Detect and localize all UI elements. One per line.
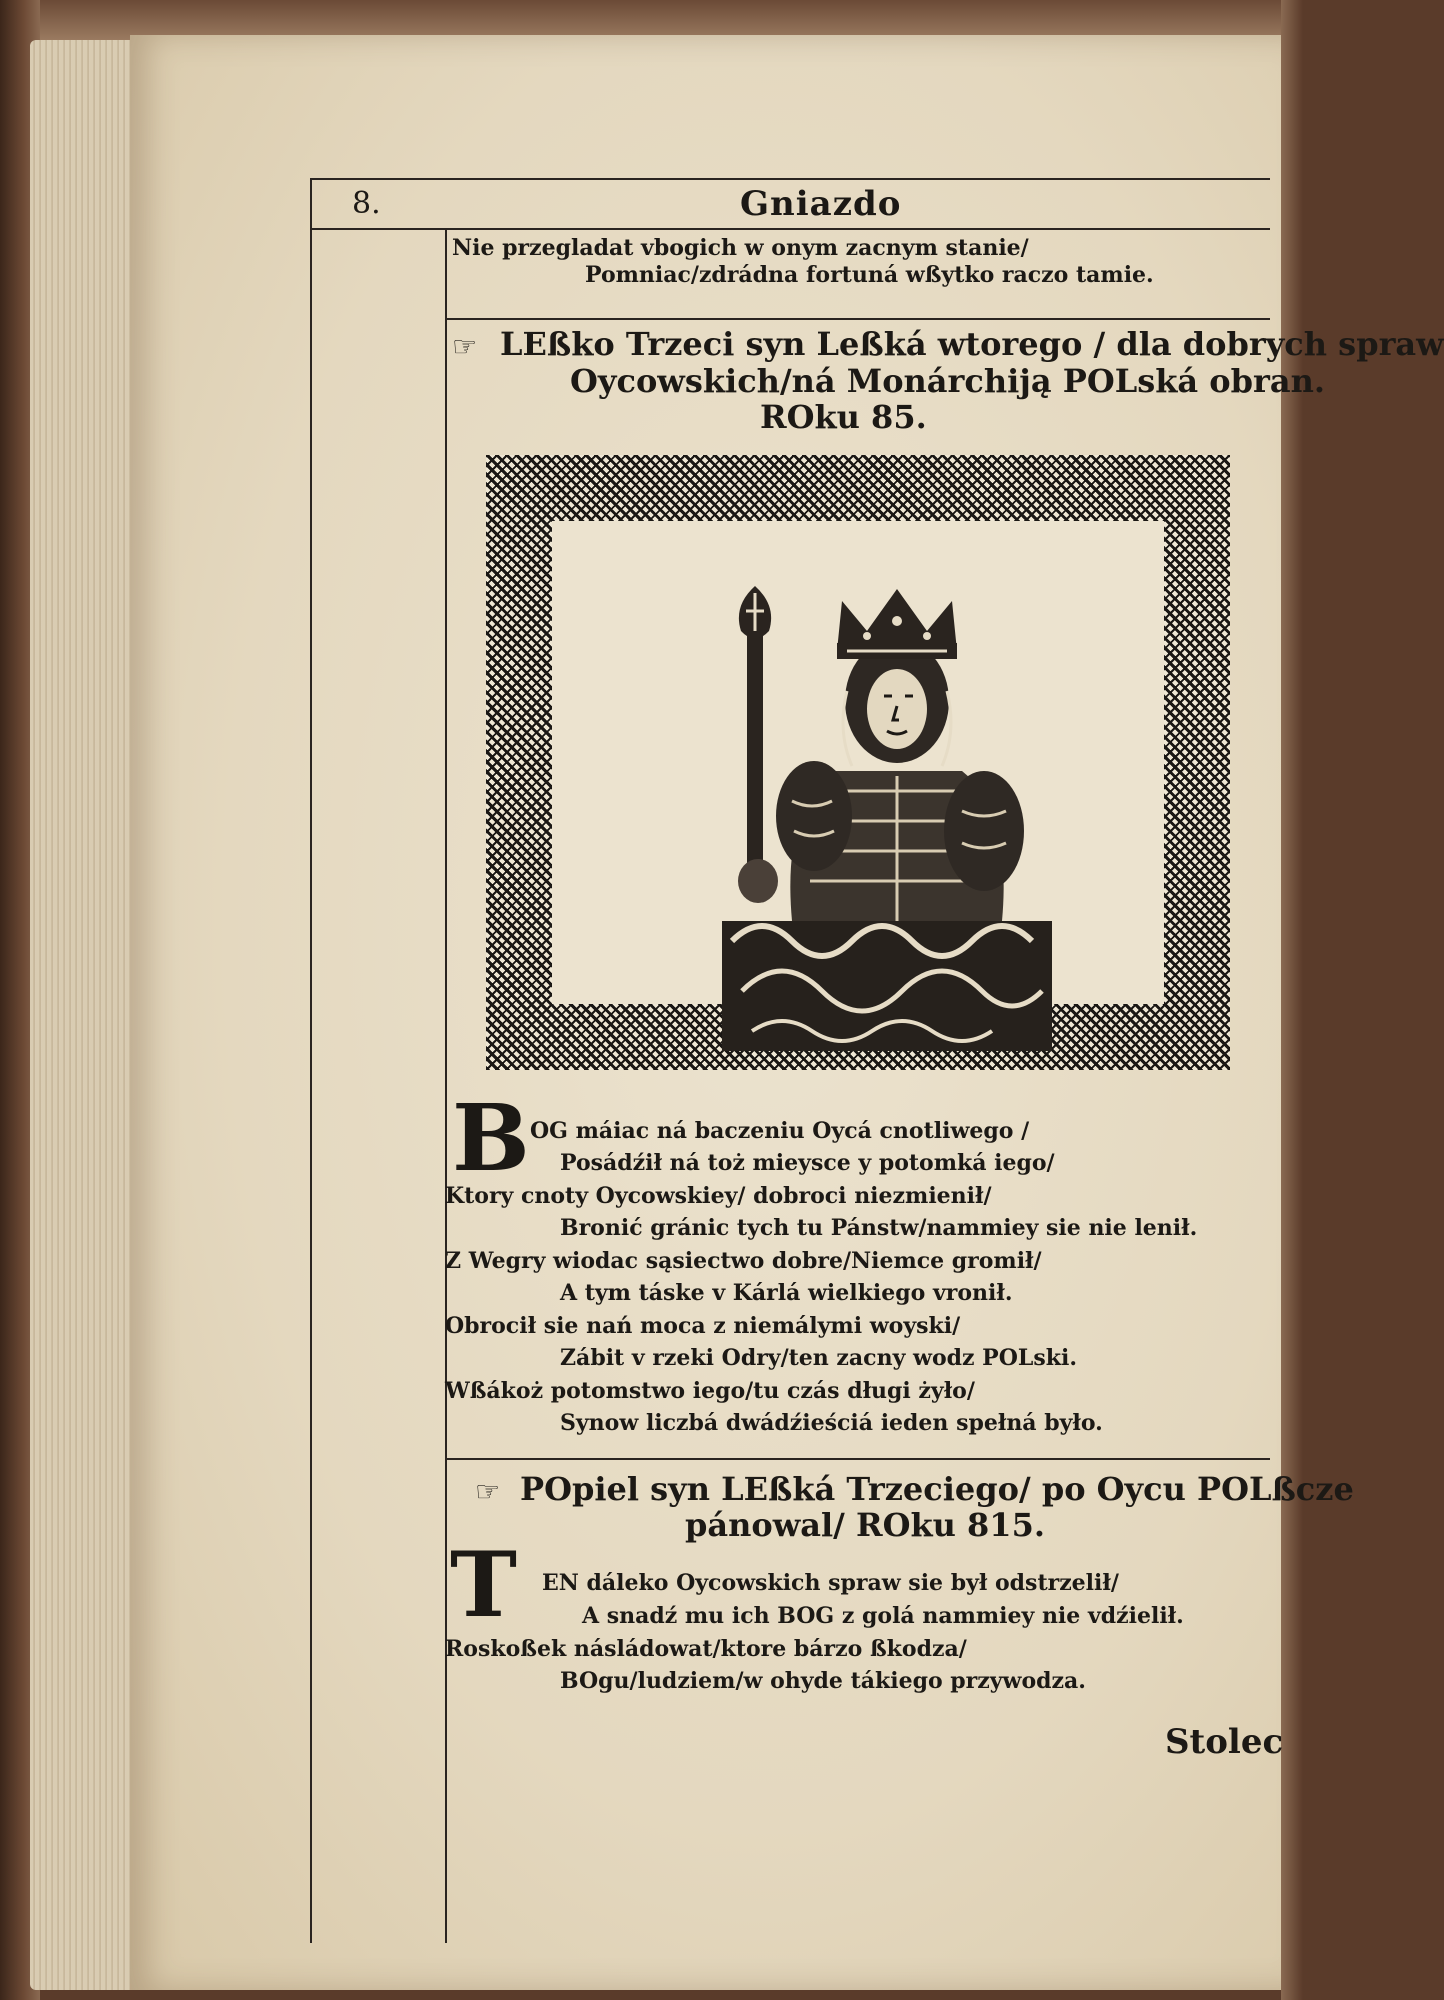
header-rule bbox=[310, 228, 1270, 230]
verse1-line-9: Wßákoż potomstwo iego/tu czás długi żyło/ bbox=[445, 1378, 975, 1404]
intro-line-2: Pomniac/zdrádna fortuná wßytko raczo tamie. bbox=[585, 262, 1154, 288]
catchword: Stolec bbox=[1165, 1722, 1284, 1762]
crowned-king-woodcut-icon bbox=[722, 581, 1052, 1051]
woodcut-portrait bbox=[486, 455, 1230, 1070]
margin-rule bbox=[445, 228, 447, 1943]
section2-rule bbox=[445, 1458, 1270, 1460]
verse1-line-8: Zábit v rzeki Odry/ten zacny wodz POLski. bbox=[560, 1345, 1077, 1371]
verse1-line-2: Posádźił ná toż mieysce y potomká iego/ bbox=[560, 1150, 1055, 1176]
dropcap-t: T bbox=[450, 1532, 517, 1638]
verse1-line-10: Synow liczbá dwádźieściá ieden spełná było. bbox=[560, 1410, 1103, 1436]
folio-number: 8. bbox=[352, 186, 381, 221]
section1-heading-line-2: Oycowskich/ná Monárchiją POLská obran. bbox=[570, 362, 1325, 400]
page-edges bbox=[30, 40, 140, 1990]
running-head: Gniazdo bbox=[740, 184, 902, 224]
verse1-line-7: Obrocił sie nań moca z niemálymi woyski/ bbox=[445, 1313, 961, 1339]
section1-heading-line-3: ROku 85. bbox=[760, 398, 927, 436]
book-right-edge bbox=[1281, 0, 1303, 2000]
verse2-line-3: Roskoßek násládowat/ktore bárzo ßkodza/ bbox=[445, 1636, 967, 1662]
book-top-edge bbox=[40, 0, 1303, 40]
section2-heading-line-2: pánowal/ ROku 815. bbox=[685, 1506, 1045, 1544]
verse1-line-5: Z Wegry wiodac sąsiectwo dobre/Niemce gromił/ bbox=[445, 1248, 1042, 1274]
pointing-hand-icon: ☞ bbox=[452, 330, 478, 363]
verse1-line-6: A tym táske v Kárlá wielkiego vronił. bbox=[560, 1280, 1013, 1306]
verse2-line-4: BOgu/ludziem/w ohyde tákiego przywodza. bbox=[560, 1668, 1086, 1694]
verse1-line-4: Bronić gránic tych tu Pánstw/nammiey sie nie lenił. bbox=[560, 1215, 1198, 1241]
section2-heading-line-1: POpiel syn LEßká Trzeciego/ po Oycu POLßcze bbox=[520, 1470, 1354, 1508]
frame-left-rule bbox=[310, 178, 312, 1943]
intro-line-1: Nie przegladat vbogich w onym zacnym stanie/ bbox=[452, 235, 1029, 261]
dropcap-b: B bbox=[452, 1084, 530, 1192]
section1-rule bbox=[445, 318, 1270, 320]
verse1-line-1: OG máiac ná baczeniu Oycá cnotliwego / bbox=[530, 1118, 1030, 1144]
frame-top-rule bbox=[310, 178, 1270, 180]
verse2-line-1: EN dáleko Oycowskich spraw sie był odstrzelił/ bbox=[542, 1570, 1119, 1596]
verse1-line-3: Ktory cnoty Oycowskiey/ dobroci niezmienił/ bbox=[445, 1183, 992, 1209]
section1-heading-line-1: LEßko Trzeci syn Leßká wtorego / dla dobrych spraw bbox=[500, 325, 1444, 363]
verse2-line-2: A snadź mu ich BOG z golá nammiey nie vdźielił. bbox=[582, 1603, 1184, 1629]
pointing-hand-icon: ☞ bbox=[475, 1475, 501, 1508]
